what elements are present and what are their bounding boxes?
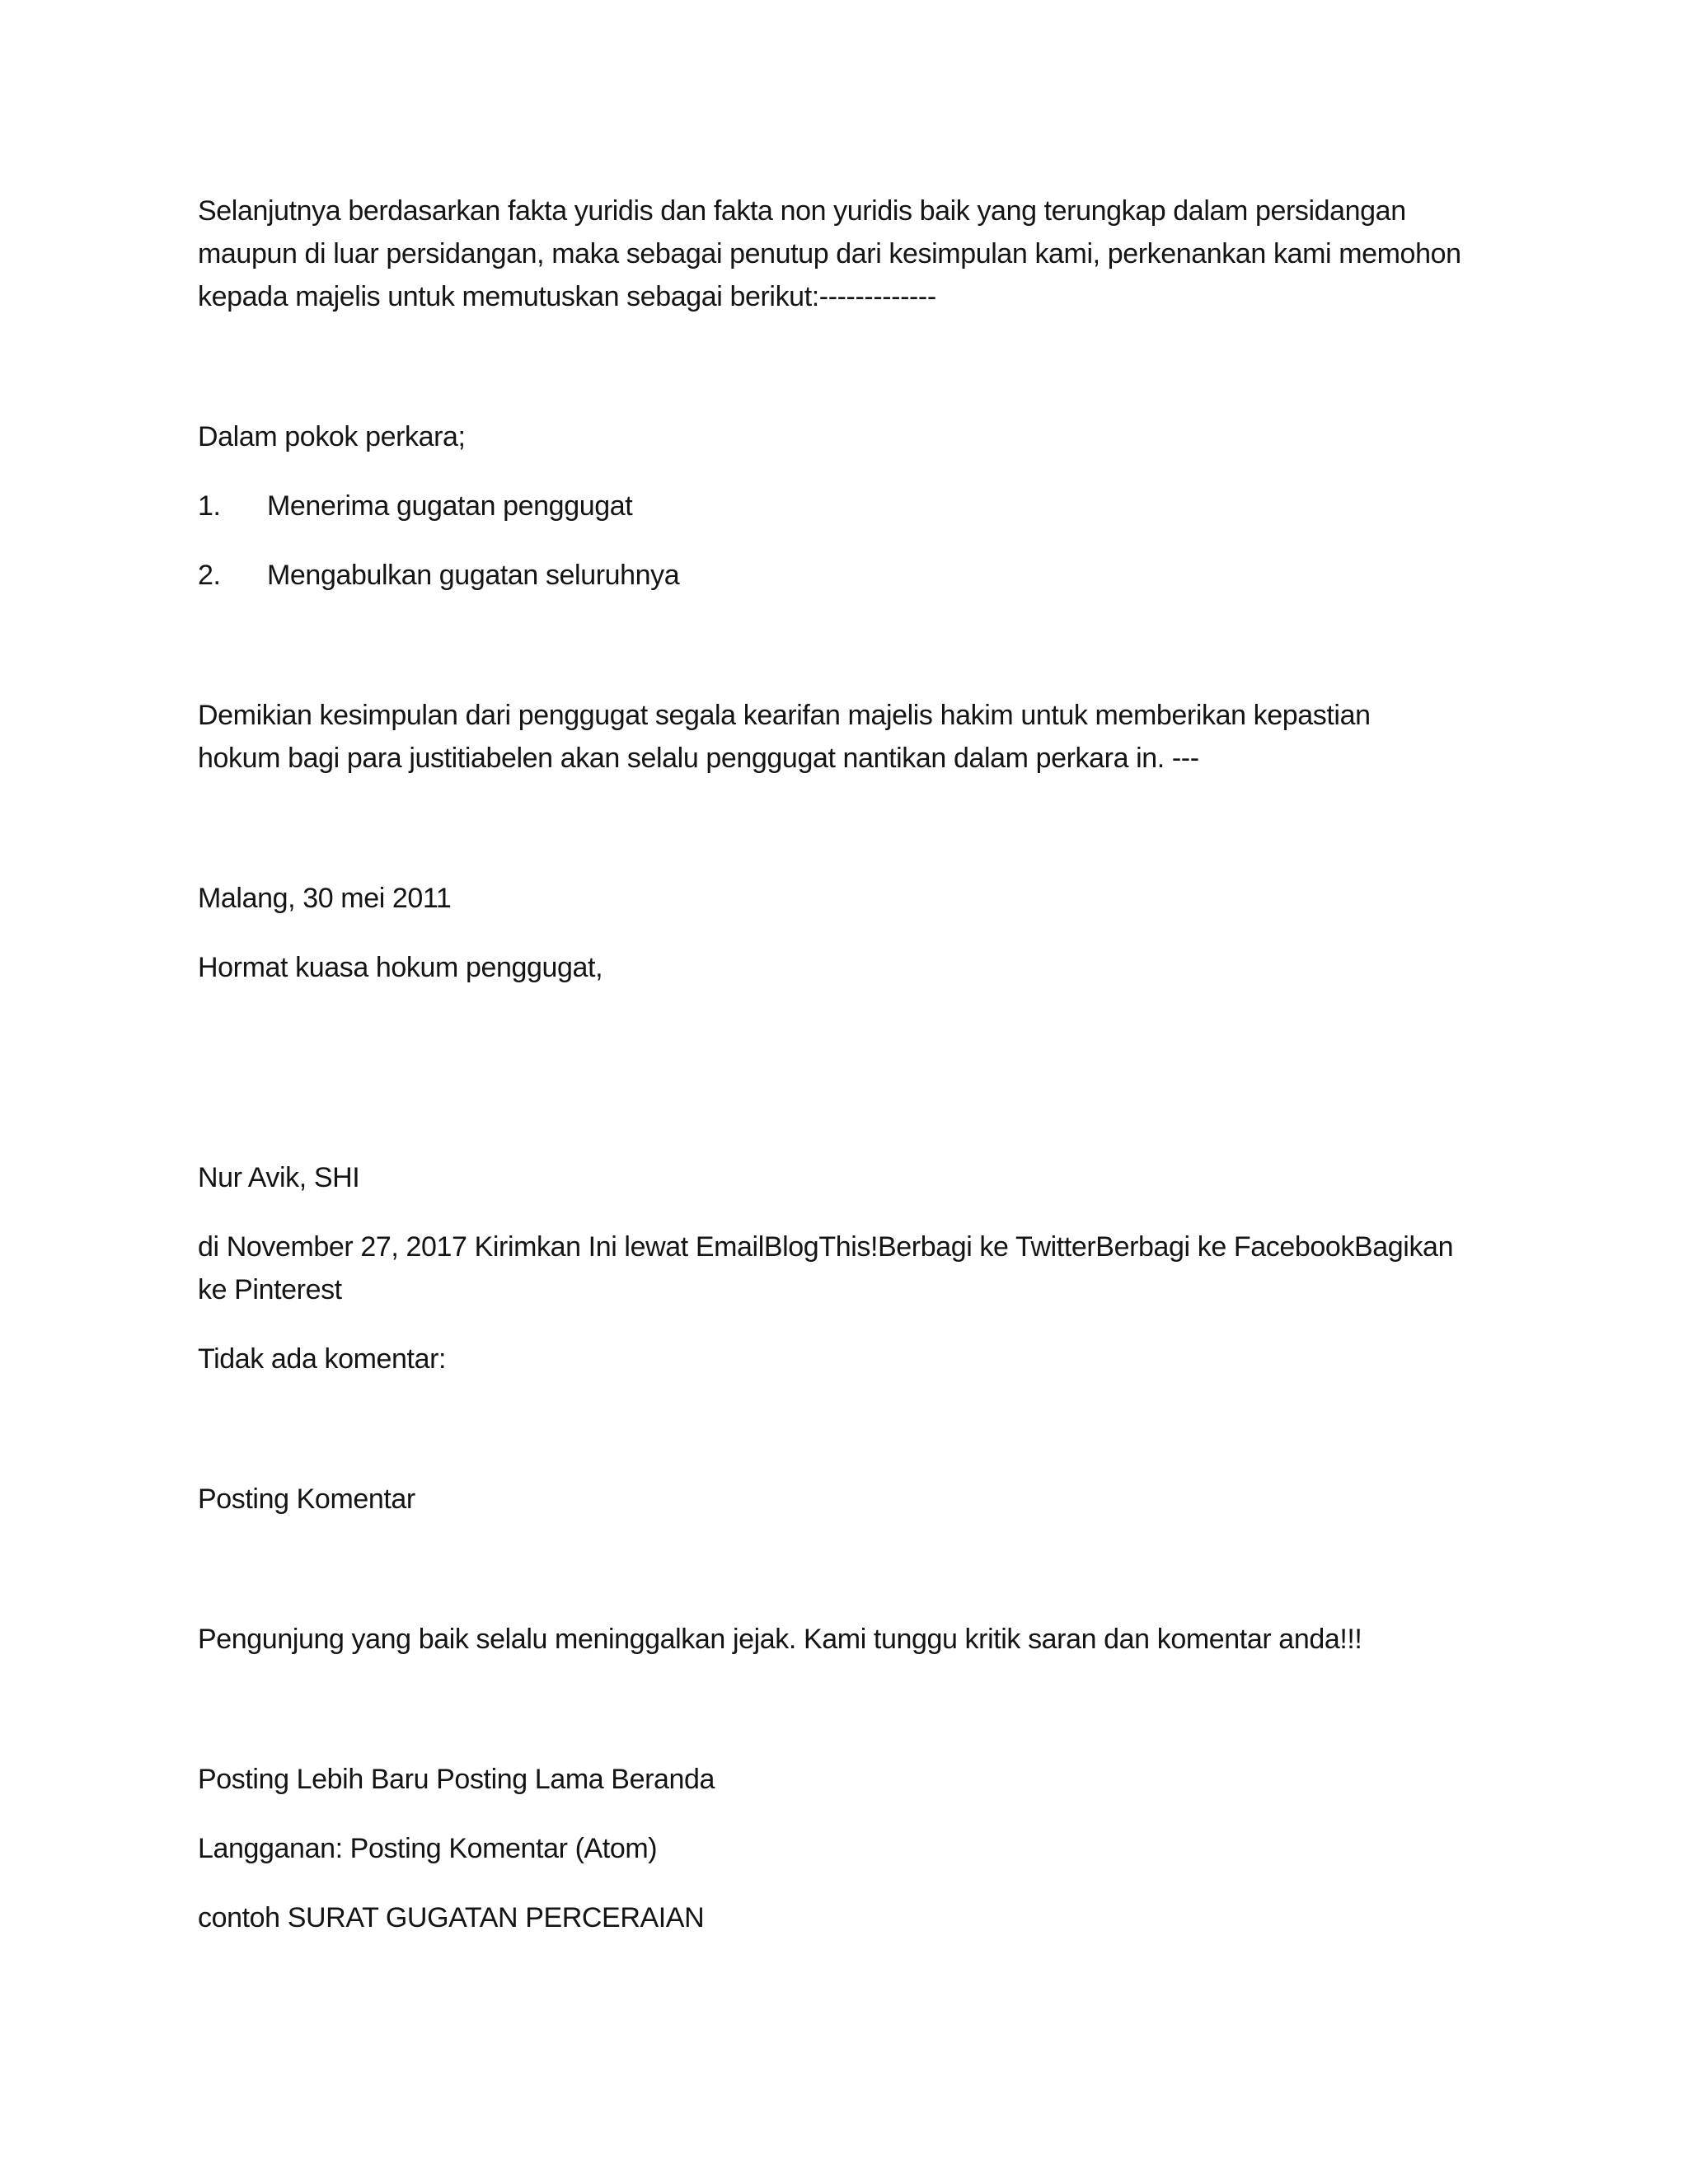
visitor-note: Pengunjung yang baik selalu meninggalkan jejak. Kami tunggu kritik saran dan komentar anda!!! bbox=[198, 1624, 1362, 1655]
list-item-number: 2. bbox=[198, 560, 221, 591]
place-date: Malang, 30 mei 2011 bbox=[198, 883, 452, 914]
no-comments-label: Tidak ada komentar: bbox=[198, 1343, 447, 1375]
intro-paragraph-line-1: Selanjutnya berdasarkan fakta yuridis dan fakta non yuridis baik yang terungkap dalam persidangan bbox=[198, 195, 1406, 227]
pokok-perkara-heading: Dalam pokok perkara; bbox=[198, 421, 466, 452]
nav-links: Posting Lebih Baru Posting Lama Beranda bbox=[198, 1764, 715, 1795]
intro-paragraph-line-2: maupun di luar persidangan, maka sebagai penutup dari kesimpulan kami, perkenankan kami memohon bbox=[198, 238, 1461, 269]
post-meta-line-1: di November 27, 2017 Kirimkan Ini lewat EmailBlogThis!Berbagi ke TwitterBerbagi ke FacebookBagikan bbox=[198, 1231, 1454, 1263]
post-comment-link: Posting Komentar bbox=[198, 1483, 415, 1515]
salutation: Hormat kuasa hokum penggugat, bbox=[198, 952, 603, 983]
list-item bbox=[198, 485, 632, 527]
closing-paragraph-line-1: Demikian kesimpulan dari penggugat segala kearifan majelis hakim untuk memberikan kepastian bbox=[198, 700, 1371, 731]
post-meta-line-2: ke Pinterest bbox=[198, 1274, 342, 1305]
list-item-text: Mengabulkan gugatan seluruhnya bbox=[267, 560, 680, 591]
related-post-title: contoh SURAT GUGATAN PERCERAIAN bbox=[198, 1902, 705, 1933]
list-item-text: Menerima gugatan penggugat bbox=[267, 490, 633, 522]
intro-paragraph-line-3: kepada majelis untuk memutuskan sebagai berikut:------------- bbox=[198, 281, 936, 312]
closing-paragraph-line-2: hokum bagi para justitiabelen akan selalu penggugat nantikan dalam perkara in. --- bbox=[198, 743, 1199, 774]
signatory-name: Nur Avik, SHI bbox=[198, 1162, 360, 1193]
list-item-number: 1. bbox=[198, 490, 221, 522]
subscription-line: Langganan: Posting Komentar (Atom) bbox=[198, 1833, 658, 1864]
list-item bbox=[198, 554, 679, 597]
